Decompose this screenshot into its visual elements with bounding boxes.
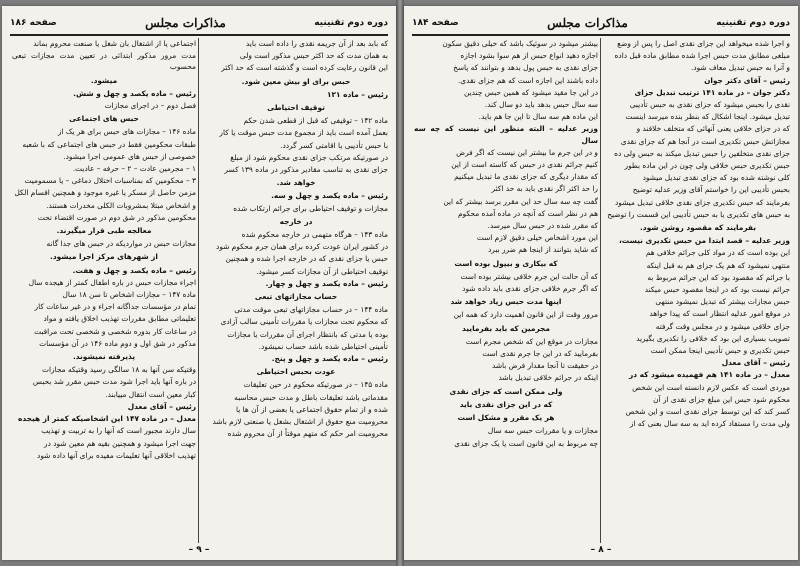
text-line: تبدیل میشود. اینجا اشکال که بنظر بنده میرسد اینست xyxy=(625,112,790,122)
text-line: و اشخاص مبتلا بمشروبات الکلی مخدرات هستند. xyxy=(46,200,196,210)
text-line: این قانون رعایت کرده است و گذشته است که حد اکثر xyxy=(221,63,388,73)
text-line: اینکه در جرائم خلافی تبدیل باشد xyxy=(498,373,598,383)
text-line: رئیس – ماده یکصد و چهل و هفت. xyxy=(72,265,196,275)
text-line: وزیر عدلیه – البته منظور این نیست که چه سه سال xyxy=(414,124,598,145)
text-line: چه مربوط به این قانون است یا یک جزای نقدی xyxy=(454,438,598,448)
text-line: مزمن حاصل از مسکر یا غیره موجود و همچنین اقسام الکل xyxy=(14,188,196,198)
text-line: کبار معین است انتقال مییابند. xyxy=(105,389,196,399)
text-line: محکومین مذکور در شق دوم در صورت اقتضاء تحت xyxy=(37,212,196,222)
text-line: اینها مدت حبس زیاد خواهد شد xyxy=(450,297,562,307)
text-line: تمام در مؤسسات جداگانه اجراء و در غیر ساعات کار xyxy=(34,302,196,312)
text-line: حبس تکدیری حبس خلافی ولی چون در این ماده بطور xyxy=(624,161,790,171)
text-line: در صورتیکه مرتکب جزای نقدی محکوم شود از مبلغ xyxy=(230,152,388,162)
text-line: جزای نقدی متخلفین را حبس تبدیل میکند به حبس ولی ده xyxy=(614,148,790,158)
text-line: وزیر عدلیه – قصد ابتدا من حبس تکدیری نیست، xyxy=(618,236,790,246)
text-line: هم در نظر است که آنچه در ماده آمده محکوم xyxy=(457,208,598,218)
text-line: و آنرا به حبس تبدیل معاف شود. xyxy=(690,63,790,73)
text-line: که بابد بعد از آن جریمه نقدی را داده است باید xyxy=(245,39,388,48)
text-line: حبس برای او بیش معین شود. xyxy=(241,76,351,86)
text-line: اجازه دهید انواع حبس از هم سوا بشود اجازه xyxy=(460,51,598,61)
text-line: مجازات در موقع این که شخص مجرم است xyxy=(465,336,598,346)
text-line: معالجه طبی قرار میگیرند. xyxy=(56,226,152,236)
text-line: سال دارند مجبور است که آنها را به تربیت و تهذیب xyxy=(41,426,196,436)
left-column-divider xyxy=(198,38,199,543)
text-line: گفت چه سه سال حد این مقرر برسد بیشتر که این xyxy=(443,196,598,206)
text-line: که آن حالت این جرم خلافی بیشتر بوده است xyxy=(460,271,598,281)
right-header-title: مذاکرات مجلس xyxy=(547,16,628,30)
text-line: کنیم جرائم نقدی در حبس که کاسته است از این xyxy=(451,160,598,170)
text-line: بیشتر میشود در سوئیک باشد که خیلی دقیق سکون xyxy=(442,39,598,48)
text-line: در ساعات کار بدوره شخصی و شخصی تحت مراقبت xyxy=(34,326,196,336)
right-page-column-right xyxy=(606,38,790,543)
text-line: که اگر جرم خلافی جزای نقدی باید داده شود xyxy=(462,284,598,294)
text-line: ۳ – محکومین که بمناسبات اختلال دماغی – یا مسمومیت xyxy=(24,176,196,186)
text-line: این ماده هم سه سال تا این جا هم باید. xyxy=(478,112,598,122)
text-line: مجازات و یا مقررات حبس سه سال xyxy=(487,426,598,436)
text-line: که مقرر شده در حبس سال میرسد. xyxy=(487,221,598,231)
text-line: مدت مرور مذکور ابتدائی در تعیین مدت مجازات تبعی محسوب xyxy=(12,51,196,72)
left-header-page-number: صفحه ۱۸۶ xyxy=(10,18,57,28)
text-line: حبس مجازات بیشتر که تبدیل نمیشود منتهی xyxy=(655,297,790,307)
text-line: خواهد شد. xyxy=(276,178,316,188)
text-line: که بیکاری و بیپول بوده است xyxy=(454,258,558,268)
text-line: که شاید بتوانند از اینجا هم ضرر ببرد xyxy=(487,245,598,255)
text-line: در این جا مقید میشود که همین حبس چندین xyxy=(464,87,598,97)
text-line: رئیس – ماده ۱۲۱ xyxy=(327,89,388,99)
right-header-page-number: صفحه ۱۸۴ xyxy=(412,18,459,28)
text-line: محکوم شود حبس این مبلغ جزای نقدی از آن xyxy=(653,394,790,404)
text-line: حبس های اجتماعی xyxy=(69,114,139,124)
text-line: معدل – در ماده ۱۴۷ این اشخاصیکه کمتر از هیجده xyxy=(18,414,196,424)
right-page-footer: – ۸ – xyxy=(590,545,612,555)
text-line: در باره آنها باید اجرا شود مدت حبس مقرر شد بحبس xyxy=(32,377,196,387)
text-line: جهت اجرا میشود و همچنین بقیه هم معین شود در xyxy=(44,438,196,448)
text-line: تهذیب اخلاقی آنها تعلیمات مفیده برای آنها داده شود xyxy=(37,450,196,460)
text-line: از شهرهای مرکز اجرا میشود. xyxy=(50,252,158,262)
right-header-volume: دوره دوم تقنینیه xyxy=(716,18,790,28)
text-line: رئیس – ماده یکصد و چهل و پنج. xyxy=(271,354,388,364)
text-line: در حقیقت تا آنجا مقدار فرض باشد xyxy=(491,361,598,371)
text-line: تأمینی احتیاطی شده باشد حساب نمیشود. xyxy=(258,341,388,351)
text-line: کلی نوشته شده بود که جزای نقدی تبدیل میشود xyxy=(642,173,790,183)
text-line: جزای نقدی به تناسب مقادیر مذکور در ماده ۱۳۹ کسر xyxy=(224,165,388,175)
text-line: که در جزای خلافی یعنی آنهائی که متخلف خلافند و xyxy=(636,124,790,134)
text-line: بفرمایند که مقصود روشن شود. xyxy=(639,223,757,233)
text-line: حبس تکدیری و حبس تأدیبی اینجا ممکن است xyxy=(650,346,790,356)
text-line: هر یک مقرر و مشکل است xyxy=(457,413,555,423)
text-line: بفرمایید که در این جا جرم نقدی است xyxy=(482,349,598,359)
text-line: ولی ممکن است که جزای نقدی xyxy=(449,386,563,396)
text-line: ماده ۱۴۳ – هرگاه متهمی در خارجه محکوم شده xyxy=(241,230,388,240)
right-column-divider xyxy=(600,38,601,543)
text-line: بوده یا مدتی که بانتظار اجرای آن مقررات یا مجازات xyxy=(227,329,388,339)
text-line: شده و از تمام حقوق اجتماعی یا بعضی از آن ها یا xyxy=(235,404,388,414)
text-line: ولی مدت را مستفاد کرده اید به سه سال بعنی که از xyxy=(629,419,790,429)
left-header-title: مذاکرات مجلس xyxy=(145,16,226,30)
text-line: محرومیت امر حکم که متهم موقتاً از آن محروم شده xyxy=(227,429,388,439)
text-line: توقیف احتیاطی xyxy=(267,103,325,113)
text-line: دکتر جوان – در ماده ۱۴۱ ترتیب تبدیل جزای xyxy=(634,87,790,97)
right-page-header xyxy=(412,14,790,32)
text-line: بحبس تأدیبی این را خواستم آقای وزیر عدلیه توضیح xyxy=(632,185,790,195)
book-gutter xyxy=(396,0,404,566)
text-line: که محکوم تحت مجازات یا مقررات تأمینی سالب آزادی xyxy=(220,317,388,327)
text-line: مجازات حبس در مواردیکه در حبس های جدا گانه xyxy=(46,239,196,249)
text-line: ۱ – مجرمین عادت – ۲ – حرفه – عادیت. xyxy=(72,164,196,174)
text-line: جزای نقدی به حبس پول بدهد و بتوانند که پاسخ xyxy=(453,63,598,73)
text-line: در خارجه xyxy=(279,216,313,226)
text-line: مذکور در شق اول و دوم ماده ۱۴۶ در آن مؤسسات xyxy=(39,338,196,348)
text-line: رئیس – آقای دکتر جوان xyxy=(704,75,790,85)
text-line: سه سال حبس بدهد باید دو سال کند. xyxy=(484,100,598,110)
text-line: تعلیماتی مطابق مقررات تهذیب اخلاق یافته و مواد xyxy=(43,314,196,324)
text-line: رئیس – ماده یکصد و چهل و شش. xyxy=(73,88,196,98)
text-line: معدل – در ماده ۱۴۱ هم فهمیده میشود که در xyxy=(628,370,790,380)
left-header-volume: دوره دوم تقنینیه xyxy=(314,18,388,28)
text-line: که در این جزای نقدی باید xyxy=(459,399,553,409)
text-line: محرومیت منع حقوق از اشتغال بشغل یا صنعتی لازم باشد xyxy=(212,417,388,427)
text-line: رئیس – ماده یکصد و چهل و سه. xyxy=(271,191,388,201)
text-line: ماده ۱۴۲ – توقیفی که قبل از قطعی شدن حکم xyxy=(243,116,388,126)
text-line: این مورد اشخاص خیلی دقیق لازم است xyxy=(476,233,598,243)
text-line: خصوصی از حبس های عمومی اجرا میشود. xyxy=(63,151,196,161)
text-line: طبقات محکومین فقط در حبس های اجتماعی که با شعبه xyxy=(22,139,196,149)
left-page-column-right xyxy=(204,38,388,543)
text-line: مجازات و توقیف احتیاطی برای جرائم ارتکاب شده xyxy=(233,203,388,213)
text-line: منتهی نمیشود که هم یک جزای هم به قبل اینکه xyxy=(646,260,790,270)
text-line: و در این جرم ما بیشتر این نیست که اگر فرض xyxy=(456,147,598,157)
text-line: ماده ۱۴۷ – مجازات اشخاص تا سن ۱۸ سال xyxy=(62,290,196,300)
text-line: را حد اکثر اگر نقدی باید به حد اکثر xyxy=(491,184,598,194)
text-line: ماده ۱۴۴ – در حساب مجازاتهای تبعی موقت مدتی xyxy=(234,305,388,315)
text-line: رئیس – آقای معدل xyxy=(721,358,790,368)
text-line: رئیس – ماده یکصد و چهل و چهار. xyxy=(265,278,388,288)
text-line: اجراء مجازات حبس در باره اطفال کمتر از هیجده سال xyxy=(28,277,196,287)
text-line: مقدماتی باشد تعلیقات باطل و مدت حبس محاسبه xyxy=(234,392,388,402)
text-line: ماده ۱۴۶ – مجازات های حبس برای هر یک از xyxy=(57,127,196,137)
text-line: عودت بحبس احتیاطی xyxy=(256,367,336,377)
text-line: مرور وقت از این قانون اهمیت دارد که همه این xyxy=(453,310,598,320)
text-line: میشود. xyxy=(90,75,118,85)
text-line: این بوده است که در مواد کلی جرائم خلافی هم xyxy=(645,248,790,258)
text-line: توقیف احتیاطی از آن مجازات کسر میشود. xyxy=(256,266,388,276)
text-line: کسر کند که این توسط جزای نقدی است و این شخص xyxy=(625,407,790,417)
text-line: اجتماعی یا از اشتغال بان شغل یا صنعت محروم بماند xyxy=(33,39,196,48)
text-line: تصویب بسیاری این بود که خلافی را تکدیری بگیرید xyxy=(636,333,790,343)
text-line: در کشور ایران عودت کرده برای همان جرم محکوم شود xyxy=(216,242,388,252)
text-line: حساب مجازاتهای تبعی xyxy=(254,292,338,302)
text-line: و اجرا شده میخواهد این جزای نقدی اصل را پس از وضع xyxy=(617,39,790,48)
left-page-column-left xyxy=(12,38,196,543)
right-page-column-left xyxy=(414,38,598,543)
text-line: مجرمین که باید بفرمایید xyxy=(462,323,550,333)
text-line: جرائم نیست بود که در اینجا مقصود حبس میکند xyxy=(644,285,790,295)
right-page xyxy=(404,6,798,560)
text-line: مجازاتش حبس تکدیری است در آنجا هم که جزای نقدی xyxy=(620,136,790,146)
text-line: جزای خلافی میشود و در مجلس وقت گرفته xyxy=(655,321,790,331)
text-line: مبلغی مطابق مدت حبس اجرا شده مطابق ماده قبل داده xyxy=(614,51,790,61)
text-line: رئیس – آقای معدل xyxy=(127,401,196,411)
text-line: پذیرفته نمیشوند. xyxy=(72,352,136,362)
left-page-footer: – ۹ – xyxy=(188,545,210,555)
text-line: با حبس تأدیبی یا اقامتی کسر گردد. xyxy=(280,140,388,150)
text-line: نقدی را بحبس میشود که جزای نقدی به حبس تأدیبی xyxy=(629,100,790,110)
text-line: ماده ۱۴۵ – در صورتیکه محکوم در حین تعلیقات xyxy=(243,380,388,390)
right-header-rule xyxy=(412,34,790,36)
text-line: که مقدار دیگری که جزای نقدی ما تبدیل میکنیم xyxy=(454,172,598,182)
left-page xyxy=(2,6,396,560)
text-line: بعمل آمده است باید از مجموع مدت حبس موقت یا کار xyxy=(219,128,388,138)
text-line: موردی است که عکس لازم دانسته است این شخص xyxy=(632,382,790,392)
text-line: به حبس های تکدیری یا به حبس تأدیبی این قسمت را توضیح xyxy=(607,209,790,219)
left-page-header xyxy=(10,14,388,32)
text-line: حبس یا جزای نقدی که در خارجه اجرا شده و همچنین xyxy=(225,254,388,264)
left-header-rule xyxy=(10,34,388,36)
text-line: به همان مدت که حد اکثر حبس مذکور است ولی xyxy=(239,51,388,61)
text-line: وقتیکه سن آنها به ۱۸ سالگی رسید وقتیکه مجازات xyxy=(42,365,196,375)
text-line: در موقع امور عدلیه انتظار است که پیدا خواهد xyxy=(649,309,790,319)
text-line: داده باشند این اجازه است که هم جزای نقدی. xyxy=(457,75,598,85)
text-line: با جرائم که مقصود بود که این جرائم مربوط به xyxy=(647,272,790,282)
text-line: فصل دوم – در اجرای مجازات xyxy=(104,101,196,111)
text-line: بفرمایند که حبس تکدیری جزای نقدی خلافی تبدیل میشود xyxy=(614,197,790,207)
